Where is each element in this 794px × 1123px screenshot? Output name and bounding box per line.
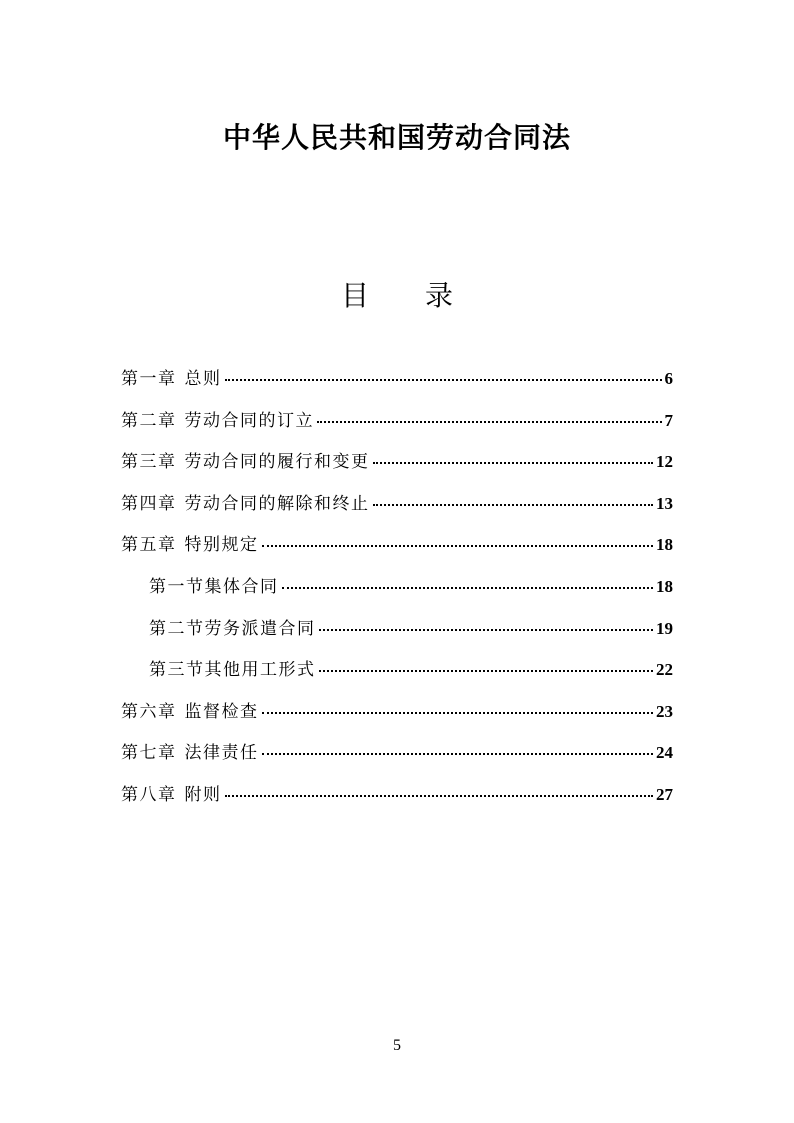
toc-entry-section-2[interactable] <box>121 608 673 650</box>
toc-page-number: 23 <box>656 701 673 721</box>
toc-chapter-title: 劳动合同的订立 <box>184 410 314 431</box>
toc-page-number: 18 <box>656 535 673 555</box>
toc-chapter-title: 法律责任 <box>184 743 259 764</box>
toc-entry-chapter-3[interactable] <box>121 441 673 483</box>
toc-leader-dots <box>317 420 662 423</box>
toc-page-number: 27 <box>656 784 673 804</box>
toc-heading-left: 目 <box>340 279 369 312</box>
toc-entry-chapter-6[interactable] <box>121 691 673 733</box>
toc-leader-dots <box>319 669 654 672</box>
toc-leader-dots <box>262 752 654 755</box>
table-of-contents <box>121 358 673 816</box>
toc-chapter-number: 第六章 <box>121 701 177 722</box>
toc-entry-chapter-4[interactable] <box>121 483 673 525</box>
page-number: 5 <box>393 1037 401 1054</box>
toc-page-number: 7 <box>664 410 673 430</box>
toc-leader-dots <box>225 794 654 797</box>
toc-chapter-number: 第七章 <box>121 743 177 764</box>
toc-page-number: 6 <box>664 369 673 388</box>
toc-page-number: 22 <box>656 660 673 680</box>
toc-entry-chapter-5[interactable] <box>121 524 673 566</box>
toc-leader-dots <box>225 378 662 381</box>
toc-section-title: 第三节其他用工形式 <box>149 660 316 681</box>
toc-leader-dots <box>319 628 654 631</box>
toc-chapter-number: 第八章 <box>121 784 177 805</box>
toc-chapter-number: 第一章 <box>121 369 177 389</box>
toc-section-title: 第一节集体合同 <box>149 576 279 597</box>
toc-chapter-title: 总则 <box>184 369 222 389</box>
toc-entry-chapter-2[interactable] <box>121 400 673 442</box>
toc-page-number: 18 <box>656 576 673 596</box>
toc-chapter-title: 劳动合同的履行和变更 <box>184 452 370 473</box>
toc-chapter-title: 劳动合同的解除和终止 <box>184 493 370 514</box>
toc-entry-section-3[interactable] <box>121 649 673 691</box>
toc-entry-section-1[interactable] <box>121 566 673 608</box>
toc-leader-dots <box>282 586 654 589</box>
toc-page-number: 13 <box>656 493 673 513</box>
toc-chapter-title: 监督检查 <box>184 701 259 722</box>
toc-heading-right: 录 <box>425 279 454 312</box>
toc-chapter-title: 特别规定 <box>184 535 259 556</box>
document-title: 中华人民共和国劳动合同法 <box>222 121 571 154</box>
toc-page-number: 24 <box>656 743 673 763</box>
toc-leader-dots <box>373 461 654 464</box>
toc-heading <box>0 276 794 316</box>
toc-chapter-title: 附则 <box>184 784 222 805</box>
toc-chapter-number: 第五章 <box>121 535 177 556</box>
toc-chapter-number: 第二章 <box>121 410 177 431</box>
toc-entry-chapter-7[interactable] <box>121 732 673 774</box>
toc-page-number: 12 <box>656 452 673 472</box>
toc-chapter-number: 第四章 <box>121 493 177 514</box>
toc-leader-dots <box>262 544 654 547</box>
toc-page-number: 19 <box>656 618 673 638</box>
toc-leader-dots <box>262 711 654 714</box>
toc-section-title: 第二节劳务派遣合同 <box>149 618 316 639</box>
toc-chapter-number: 第三章 <box>121 452 177 473</box>
toc-entry-chapter-1[interactable] <box>121 358 673 400</box>
toc-entry-chapter-8[interactable] <box>121 774 673 816</box>
toc-leader-dots <box>373 503 654 506</box>
